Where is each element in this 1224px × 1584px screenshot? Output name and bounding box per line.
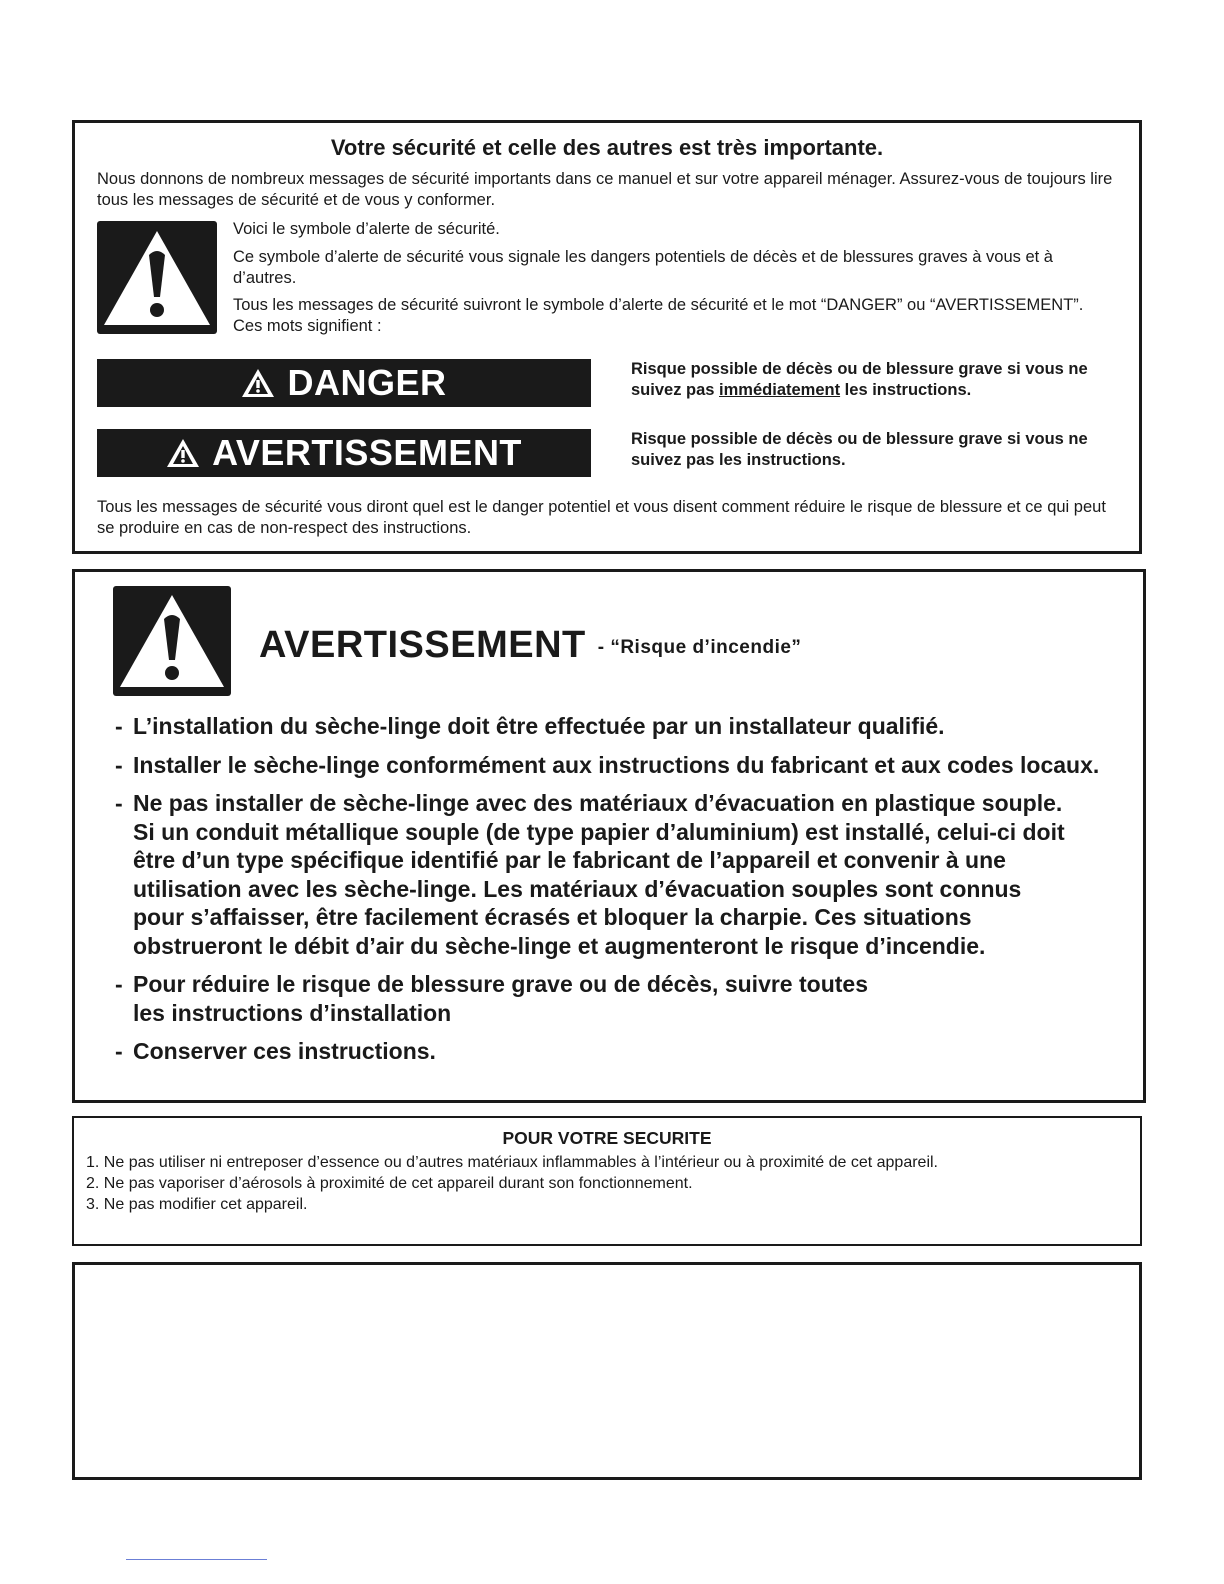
list-item: - Pour réduire le risque de blessure grave ou de décès, suivre toutes les instructions d’installation	[115, 970, 903, 1027]
your-safety-list	[86, 1152, 938, 1215]
warning-description: Risque possible de décès ou de blessure grave si vous ne suivez pas les instructions.	[631, 430, 1088, 469]
safety-info-box	[72, 120, 1142, 554]
your-safety-title: POUR VOTRE SECURITE	[502, 1128, 712, 1148]
list-item: 1. Ne pas utiliser ni entreposer d’essence ou d’autres matériaux inflammables à l’intérieur ou à proximité de cet appareil.	[86, 1154, 938, 1171]
emphasis-immediately: immédiatement	[719, 381, 841, 399]
safety-title: Votre sécurité et celle des autres est très importante.	[330, 135, 884, 160]
warning-triangle-icon	[113, 586, 231, 696]
list-item: - Ne pas installer de sèche-linge avec des matériaux d’évacuation en plastique souple. Si un conduit métallique souple (de type papier d’aluminium) est installé, celui-ci doit être d’un type spécifique identifié par le fabricant de l’appareil et convenir à une utilisation avec les sèche-linge. Les matériaux d’évacuation souples sont connus pour s’affaisser, être facilement écrasés et bloquer la charpie. Ces situations obstrueront le débit d’air du sèche-linge et augmenteront le risque d’incendie.	[115, 789, 1068, 960]
your-safety-box	[72, 1116, 1142, 1246]
fire-warning-heading: AVERTISSEMENT $^{- “Risque d’incendie”}$	[259, 624, 802, 666]
list-item: 2. Ne pas vaporiser d’aérosols à proximité de cet appareil durant son fonctionnement.	[86, 1175, 693, 1192]
safety-intro: Nous donnons de nombreux messages de sécurité importants dans ce manuel et sur votre appareil ménager. Assurez-vous de toujours lire tous les messages de sécurité et de vous y conformer.	[97, 170, 1113, 209]
danger-description: Risque possible de décès ou de blessure grave si vous ne suivez pas immédiatement les instructions.	[631, 360, 1088, 399]
bottom-rule	[126, 1559, 267, 1560]
fire-warning-box	[72, 569, 1146, 1103]
symbol-line-2: Ce symbole d’alerte de sécurité vous signale les dangers potentiels de décès et de blessures graves à vous et à d’autres.	[233, 248, 1053, 287]
alert-small-icon	[241, 368, 275, 398]
warning-triangle-icon	[97, 221, 217, 334]
alert-small-icon	[166, 438, 200, 468]
warning-label: AVERTISSEMENT	[212, 432, 522, 473]
list-item: 3. Ne pas modifier cet appareil.	[86, 1196, 308, 1213]
list-item: - Installer le sèche-linge conformément aux instructions du fabricant et aux codes locaux.	[115, 751, 1145, 780]
list-item: - L’installation du sèche-linge doit être effectuée par un installateur qualifié.	[115, 712, 1145, 741]
fire-warning-subheading: - “Risque d’incendie”	[597, 637, 802, 658]
empty-box	[72, 1262, 1142, 1480]
safety-footer: Tous les messages de sécurité vous diront quel est le danger potentiel et vous disent comment réduire le risque de blessure et ce qui peut se produire en cas de non-respect des instructions.	[97, 498, 1106, 537]
symbol-line-3: Tous les messages de sécurité suivront le symbole d’alerte de sécurité et le mot “DANGER” ou “AVERTISSEMENT”. Ces mots signifient :	[233, 296, 1084, 335]
danger-signal-bar	[97, 359, 591, 407]
list-item: - Conserver ces instructions.	[115, 1037, 1145, 1066]
symbol-line-1: Voici le symbole d’alerte de sécurité.	[233, 220, 500, 238]
fire-warning-list	[115, 712, 1145, 1076]
danger-label: DANGER	[287, 362, 447, 403]
warning-signal-bar	[97, 429, 591, 477]
